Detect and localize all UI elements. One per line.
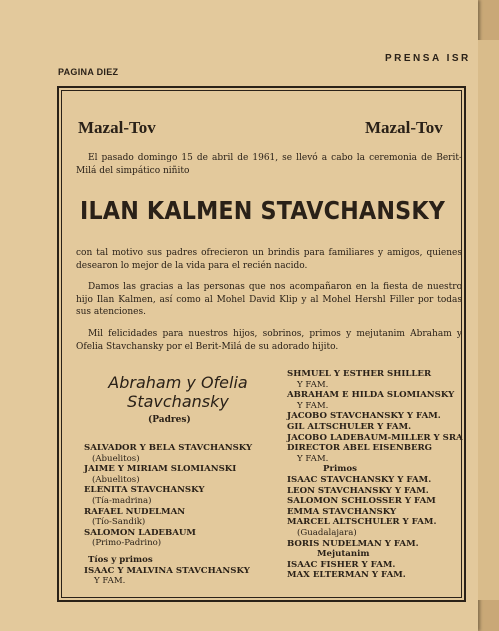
list-item: EMMA STAVCHANSKY: [287, 506, 397, 517]
list-item: ISAAC STAVCHANSKY Y FAM.: [287, 474, 432, 485]
list-item: DIRECTOR ABEL EISENBERG: [287, 443, 433, 454]
list-item-suffix: Y FAM.: [94, 576, 126, 587]
list-item-role: (Tía-madrina): [92, 495, 152, 506]
list-item-suffix: (Guadalajara): [297, 527, 357, 538]
publication-name: PRENSA ISR: [385, 53, 471, 64]
tios-heading: Tíos y primos: [88, 554, 153, 565]
primos-heading: Primos: [323, 464, 357, 475]
list-item: MAX ELTERMAN Y FAM.: [287, 570, 406, 581]
paragraph-thanks: Damos las gracias a las personas que nos acompañaron en la fiesta de nuestro hijo Ilan Kalmen, así como al Mohel David Klip y al Mohel Hershl Filler por todas sus atenciones.: [76, 282, 462, 317]
list-item: JACOBO LADEBAUM-MILLER Y SRA: [287, 432, 463, 443]
family-list-left: [84, 443, 269, 587]
parents-line-2: Stavchansky: [127, 392, 229, 411]
list-item: ISAAC Y MALVINA STAVCHANSKY: [84, 565, 250, 576]
parents-names: [88, 373, 268, 411]
family-list-right: [287, 369, 467, 581]
parents-label: (Padres): [148, 415, 191, 425]
page-number: PAGINA DIEZ: [58, 67, 119, 77]
adjacent-page-edge: [478, 40, 499, 600]
intro-paragraph: El pasado domingo 15 de abril de 1961, se llevó a cabo la ceremonia de Berit-Milá del simpático niñito: [76, 153, 462, 176]
list-item: SALOMON SCHLOSSER Y FAM: [287, 496, 436, 507]
list-item: ABRAHAM E HILDA SLOMIANSKY: [287, 390, 455, 401]
greeting-right: Mazal-Tov: [365, 118, 443, 137]
list-item-suffix: Y FAM.: [297, 400, 329, 411]
list-item: GIL ALTSCHULER Y FAM.: [287, 421, 412, 432]
list-item: SHMUEL Y ESTHER SHILLER: [287, 369, 432, 379]
list-item: ISAAC FISHER Y FAM.: [287, 559, 396, 570]
greeting-left: Mazal-Tov: [78, 118, 156, 137]
list-item-role: (Abuelitos): [92, 453, 140, 464]
list-item: BORIS NUDELMAN Y FAM.: [287, 538, 419, 549]
list-item-suffix: Y FAM.: [297, 453, 329, 464]
list-item: JACOBO STAVCHANSKY Y FAM.: [287, 411, 441, 422]
baby-name-headline: ILAN KALMEN STAVCHANSKY: [80, 196, 446, 225]
paragraph-congratulations: Mil felicidades para nuestros hijos, sobrinos, primos y mejutanim Abraham y Ofelia Stavchansky por el Berit-Milá de su adorado hijito.: [76, 329, 462, 352]
list-item: MARCEL ALTSCHULER Y FAM.: [287, 517, 437, 528]
list-item: SALVADOR Y BELA STAVCHANSKY: [84, 443, 253, 453]
parents-line-1: Abraham y Ofelia: [108, 373, 248, 392]
list-item: SALOMON LADEBAUM: [84, 527, 196, 538]
list-item: LEON STAVCHANSKY Y FAM.: [287, 485, 429, 496]
list-item: ELENITA STAVCHANSKY: [84, 485, 205, 496]
mejutanim-heading: Mejutanim: [317, 549, 370, 560]
list-item-role: (Abuelitos): [92, 474, 140, 485]
paragraph-celebration: con tal motivo sus padres ofrecieron un brindis para familiares y amigos, quienes desearon lo mejor de la vida para el recién nacido.: [76, 248, 462, 271]
list-item-role: (Primo-Padrino): [92, 538, 162, 549]
list-item-suffix: Y FAM.: [297, 379, 329, 390]
list-item: JAIME Y MIRIAM SLOMIANSKI: [84, 464, 237, 475]
list-item: RAFAEL NUDELMAN: [84, 506, 186, 517]
list-item-role: (Tío-Sandik): [92, 517, 146, 528]
